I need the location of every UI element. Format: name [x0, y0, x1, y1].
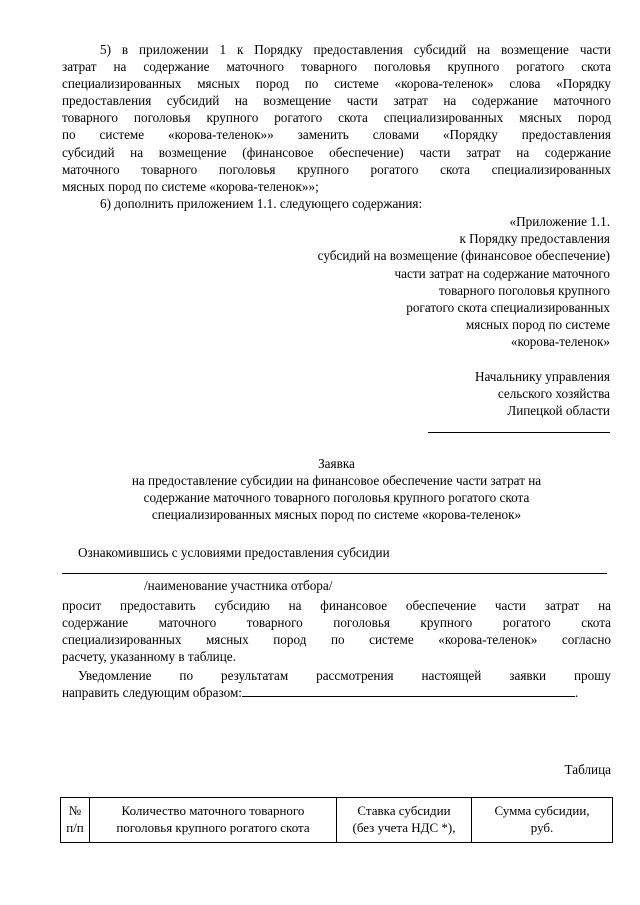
application-subtitle-line: на предоставление субсидии на финансовое обеспечение части затрат на: [131, 473, 542, 489]
request-line: содержание маточного товарного поголовья крупного рогатого скота: [62, 615, 611, 631]
item-5-line: предоставления субсидий на возмещение части затрат на содержание маточного: [62, 93, 611, 109]
appendix-line: к Порядку предоставления: [459, 231, 610, 247]
item-5-line: маточного товарного поголовья крупного рогатого скота специализированных: [62, 161, 611, 177]
header-cell-livestock: [90, 798, 337, 843]
header-text: поголовья крупного рогатого скота: [116, 819, 310, 835]
notice-method-blank: [242, 685, 575, 697]
item-6-paragraph: [62, 195, 611, 212]
application-subtitle-line: содержание маточного товарного поголовья крупного рогатого скота: [143, 490, 530, 506]
notice-line-1: Уведомление по результатам рассмотрения настоящей заявки прошу: [78, 668, 611, 683]
header-text: (без учета НДС *),: [352, 819, 456, 835]
item-6-text: 6) дополнить приложением 1.1. следующего содержания:: [100, 196, 423, 211]
notice-line-2: [62, 684, 611, 701]
addressee-line: Начальнику управления: [474, 369, 610, 384]
application-subtitle-line: специализированных мясных пород по системе «корова-теленок»: [151, 507, 522, 523]
appendix-line: субсидий на возмещение (финансовое обеспечение): [317, 248, 610, 264]
header-text: Количество маточного товарного: [121, 803, 305, 818]
application-heading: [62, 455, 611, 523]
header-cell-amount: [472, 798, 613, 843]
appendix-line: части затрат на содержание маточного: [394, 265, 610, 281]
appendix-line: товарного поголовья крупного: [438, 282, 610, 298]
header-text: Ставка субсидии: [357, 803, 451, 818]
notice-line-2-suffix: .: [574, 685, 579, 701]
request-last-line: расчету, указанному в таблице.: [62, 649, 236, 665]
participant-name-line: [62, 573, 607, 574]
header-cell-number: [61, 798, 90, 843]
appendix-line: мясных пород по системе: [465, 317, 610, 333]
item-5-line: субсидий на возмещение (финансовое обеспечение) части затрат на содержание: [62, 144, 611, 160]
request-paragraph: [62, 597, 611, 665]
addressee-block: [475, 368, 610, 420]
notice-line-2-prefix: направить следующим образом:: [62, 685, 242, 701]
header-text: п/п: [66, 819, 84, 835]
appendix-line: рогатого скота специализированных: [406, 300, 610, 316]
notice-paragraph: [62, 667, 611, 701]
item-5-paragraph: [62, 41, 611, 195]
addressee-line: сельского хозяйства: [497, 386, 610, 402]
table-caption-row: [62, 761, 611, 778]
participant-caption-row: [62, 577, 611, 594]
appendix-header: [318, 213, 610, 351]
table-caption: Таблица: [564, 762, 611, 777]
header-text: Сумма субсидии,: [494, 803, 590, 818]
item-5-line: товарного поголовья крупного рогатого скота специализированных мясных пород: [62, 110, 611, 126]
header-text: руб.: [530, 819, 554, 835]
request-line: просит предоставить субсидию на финансовое обеспечение части затрат на: [62, 598, 611, 613]
item-5-line: специализированных мясных пород по системе «корова-теленок» слова «Порядку: [62, 76, 611, 92]
application-intro-text: Ознакомившись с условиями предоставления субсидии: [78, 545, 390, 560]
request-line: специализированных мясных пород по системе «корова-теленок» согласно: [62, 632, 611, 648]
application-title: Заявка: [318, 456, 355, 471]
participant-caption: /наименование участника отбора/: [144, 578, 333, 593]
addressee-signature-line: [428, 432, 610, 433]
item-5-line: по системе «корова-теленок»» заменить словами «Порядку предоставления: [62, 127, 611, 143]
application-intro: [62, 544, 611, 561]
item-5-last-line: мясных пород по системе «корова-теленок»»;: [62, 178, 319, 194]
header-text: №: [68, 803, 82, 818]
appendix-line: «корова-теленок»: [510, 334, 610, 350]
item-5-line: 5) в приложении 1 к Порядку предоставления субсидий на возмещение части: [100, 42, 611, 57]
table-header-row: [61, 798, 613, 843]
appendix-line: «Приложение 1.1.: [509, 214, 610, 229]
header-cell-rate: [337, 798, 472, 843]
item-5-line: затрат на содержание маточного товарного поголовья крупного рогатого скота: [62, 59, 611, 75]
subsidy-table: [60, 797, 613, 843]
addressee-line: Липецкой области: [507, 403, 610, 419]
